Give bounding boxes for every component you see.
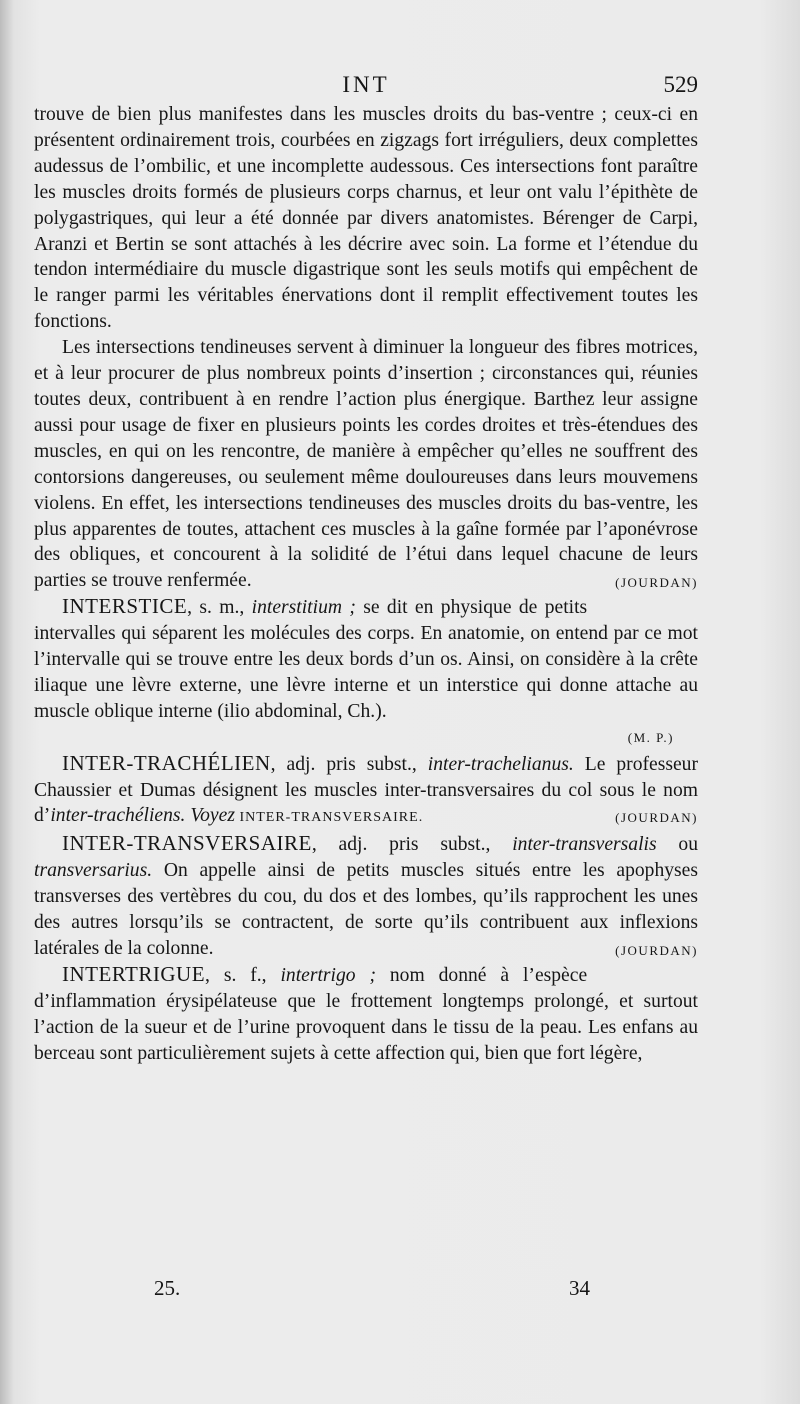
entry-headword: INTER-TRACHÉLIEN: [62, 750, 271, 775]
entry-headword: INTERTRIGUE: [62, 961, 206, 986]
page-footer: [34, 1276, 698, 1306]
author-signature: (JOURDAN): [615, 943, 698, 958]
entry-grammar: , s. f.,: [205, 964, 281, 986]
entry-latin-french: inter-trachéliens.: [50, 805, 186, 827]
paragraph-text: trouve de bien plus manifestes dans les muscles droits du bas-ventre ; ceux-ci en présentent ordinairement trois, courbées en zigzags fort irréguliers, deux complettes audessus de l’ombilic, et une incomplette audessous. Ces intersections font paraître les muscles droits formés de plusieurs corps charnus, et leur ont valu l’épithète de polygastriques, qui leur a été donnée par divers anatomistes. Bérenger de Carpi, Aranzi et Bertin se sont attachés à les décrire avec soin. La forme et l’étendue du tendon intermédiaire du muscle digastrique sont les seuls motifs qui empêchent de le ranger parmi les véritables énervations dont il remplit effectivement toutes les fonctions.: [34, 104, 698, 333]
entry-inter-trachelien: [34, 751, 698, 832]
entry-headword: INTERSTICE: [62, 594, 188, 619]
entry-latin-alt: transversarius.: [34, 860, 153, 882]
entry-text: On appelle ainsi de petits muscles situés entre les apophyses transverses des vertèbres du cou, du dos et des lombes, qu’ils rapprochent les unes des autres lorsqu’ils se contractent, de sorte qu’ils contribuent aux inflexions latérales de la colonne.: [34, 860, 698, 959]
see-also-reference: INTER-TRANSVERSAIRE.: [234, 810, 424, 826]
entry-grammar: , s. m.,: [187, 597, 252, 619]
paragraph-intersections: [34, 335, 698, 594]
entry-conjunction: ou: [656, 834, 698, 856]
entry-latin: interstitium ;: [251, 597, 356, 619]
author-signature: (JOURDAN): [615, 810, 698, 826]
entry-interstice: [34, 594, 698, 725]
page-body: [34, 102, 698, 1067]
entry-text: se dit en physique de petits intervalles qui séparent les molécules des corps. En anatomie, on entend par ce mot l’intervalle qui se trouve entre les deux bords d’un os. Ainsi, on considère à la crête iliaque une lèvre externe, une lèvre interne et un interstice qui donne attache au muscle oblique interne (ilio abdominal, Ch.).: [34, 597, 698, 722]
page-header: [34, 72, 698, 102]
signature-mark: 34: [569, 1276, 590, 1300]
paragraph-text: Les intersections tendineuses servent à diminuer la longueur des fibres motrices, et à leur procurer de plus nombreux points d’insertion ; circonstances qui, réunies toutes deux, contribuent à en rendre l’action plus énergique. Barthez leur assigne aussi pour usage de fixer en plusieurs points les cordes droites et très-étendues des muscles, en qui on les rencontre, de manière à empêcher qu’elles ne souffrent des contorsions dangereuses, ou seulement même douloureuses dans leurs mouvemens violens. En effet, les intersections tendineuses des muscles droits du bas-ventre, les plus apparentes de toutes, attachent ces muscles à la gaîne formée par l’aponévrose des obliques, et concourent à la solidité de l’étui dans lequel chacune de leurs parties se trouve renfermée.: [34, 337, 698, 592]
entry-headword: INTER-TRANSVERSAIRE: [62, 831, 312, 856]
running-head: INT: [342, 72, 390, 97]
entry-text: nom donné à l’espèce d’inflammation érysipélateuse que le frottement longtemps prolongé, et surtout l’action de la sueur et de l’urine provoquent dans le tissu de la peau. Les enfans au berceau sont particulièrement sujets à cette affection qui, bien que fort légère,: [34, 964, 698, 1064]
entry-grammar: , adj. pris subst.,: [311, 834, 513, 856]
entry-intertrigue: [34, 962, 698, 1067]
continued-paragraph: [34, 102, 698, 335]
entry-text: Le professeur Chaussier et Dumas désignent les muscles inter-transversaires du col sous le nom d’: [34, 753, 698, 827]
entry-latin: inter-transversalis: [512, 834, 657, 856]
author-signature: (JOURDAN): [615, 575, 698, 591]
author-signature: (M. P.): [627, 729, 674, 745]
entry-latin: intertrigo ;: [280, 964, 376, 986]
page-number: 529: [663, 72, 698, 97]
entry-inter-transversaire: [34, 831, 698, 962]
see-also-label: Voyez: [190, 805, 235, 827]
sheet-number: 25.: [154, 1276, 181, 1300]
entry-grammar: , adj. pris subst.,: [270, 753, 428, 775]
entry-latin: inter-trachelianus.: [427, 753, 574, 775]
